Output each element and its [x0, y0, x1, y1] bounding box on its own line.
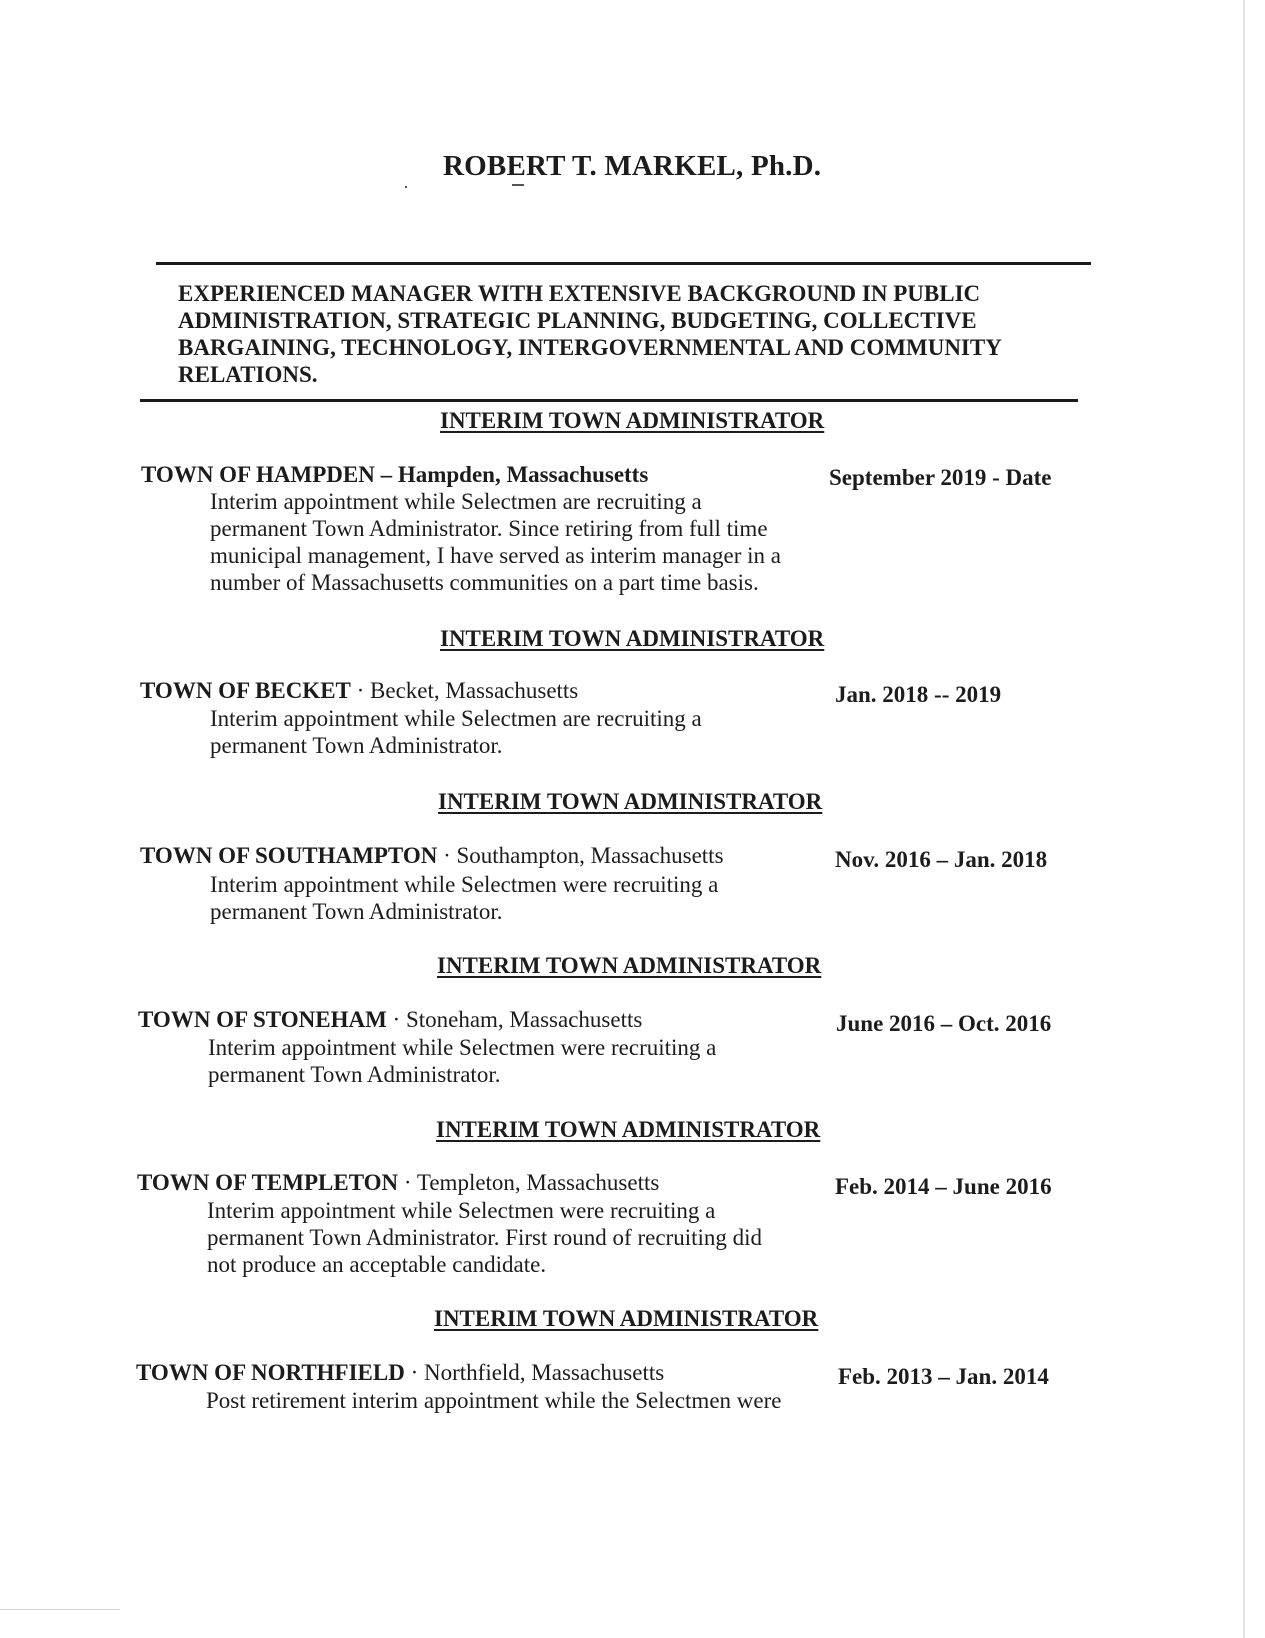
summary-line: BARGAINING, TECHNOLOGY, INTERGOVERNMENTAL AND COMMUNITY — [178, 335, 1002, 360]
position-title: INTERIM TOWN ADMINISTRATOR — [440, 626, 825, 651]
organization-name: TOWN OF BECKET — [140, 678, 351, 703]
description-line: permanent Town Administrator. — [208, 1062, 501, 1087]
position-dates: Feb. 2013 – Jan. 2014 — [838, 1364, 1049, 1389]
organization-name: TOWN OF HAMPDEN – Hampden, Massachusetts — [141, 462, 649, 487]
organization-location: · Templeton, Massachusetts — [398, 1170, 660, 1195]
position-dates: September 2019 - Date — [829, 465, 1052, 490]
description-line: Interim appointment while Selectmen are recruiting a — [210, 706, 702, 731]
organization-location: · Stoneham, Massachusetts — [386, 1007, 643, 1032]
scan-speck — [405, 186, 407, 188]
position-organization — [141, 462, 648, 488]
description-line: not produce an acceptable candidate. — [207, 1252, 547, 1277]
position-dates: Nov. 2016 – Jan. 2018 — [835, 847, 1048, 872]
scan-speck — [512, 184, 524, 186]
candidate-name: ROBERT T. MARKEL, Ph.D. — [443, 150, 822, 182]
organization-location: · Becket, Massachusetts — [350, 678, 579, 703]
organization-name: TOWN OF NORTHFIELD — [136, 1360, 405, 1385]
organization-location: · Southampton, Massachusetts — [437, 843, 724, 868]
description-line: municipal management, I have served as interim manager in a — [210, 543, 781, 568]
organization-name: TOWN OF TEMPLETON — [137, 1170, 399, 1195]
position-title: INTERIM TOWN ADMINISTRATOR — [436, 1117, 821, 1142]
position-dates: Feb. 2014 – June 2016 — [835, 1174, 1052, 1199]
position-organization — [138, 1007, 642, 1033]
position-dates: June 2016 – Oct. 2016 — [836, 1011, 1052, 1036]
organization-name: TOWN OF STONEHAM — [138, 1007, 387, 1032]
organization-name: TOWN OF SOUTHAMPTON — [140, 843, 438, 868]
description-line: permanent Town Administrator. First round of recruiting did — [207, 1225, 762, 1250]
position-description — [207, 1197, 762, 1278]
position-organization — [136, 1360, 664, 1386]
summary-line: ADMINISTRATION, STRATEGIC PLANNING, BUDGETING, COLLECTIVE — [178, 308, 977, 333]
position-title: INTERIM TOWN ADMINISTRATOR — [440, 408, 825, 433]
top-divider — [156, 262, 1091, 265]
position-title: INTERIM TOWN ADMINISTRATOR — [437, 953, 822, 978]
position-description — [208, 1034, 716, 1088]
description-line: permanent Town Administrator. — [210, 899, 503, 924]
position-dates: Jan. 2018 -- 2019 — [835, 682, 1002, 707]
description-line: Interim appointment while Selectmen are recruiting a — [210, 489, 702, 514]
summary-divider — [140, 399, 1078, 402]
description-line: Interim appointment while Selectmen were recruiting a — [210, 872, 719, 897]
position-organization — [140, 843, 724, 869]
organization-location: · Northfield, Massachusetts — [404, 1360, 665, 1385]
position-description — [210, 705, 702, 759]
summary-line: EXPERIENCED MANAGER WITH EXTENSIVE BACKGROUND IN PUBLIC — [178, 281, 981, 306]
position-title: INTERIM TOWN ADMINISTRATOR — [438, 789, 823, 814]
position-description — [210, 488, 781, 596]
description-line: permanent Town Administrator. Since retiring from full time — [210, 516, 768, 541]
description-line: number of Massachusetts communities on a part time basis. — [210, 570, 759, 595]
position-description — [210, 871, 718, 925]
scan-edge — [1243, 0, 1245, 1638]
position-organization — [137, 1170, 659, 1196]
scan-foot-line — [0, 1609, 120, 1610]
professional-summary — [178, 280, 1078, 388]
summary-line: RELATIONS. — [178, 362, 318, 387]
position-description — [206, 1387, 781, 1414]
position-organization — [140, 678, 578, 704]
description-line: Interim appointment while Selectmen were recruiting a — [207, 1198, 716, 1223]
description-line: permanent Town Administrator. — [210, 733, 503, 758]
description-line: Interim appointment while Selectmen were recruiting a — [208, 1035, 717, 1060]
description-line: Post retirement interim appointment while the Selectmen were — [206, 1388, 782, 1413]
position-title: INTERIM TOWN ADMINISTRATOR — [434, 1306, 819, 1331]
